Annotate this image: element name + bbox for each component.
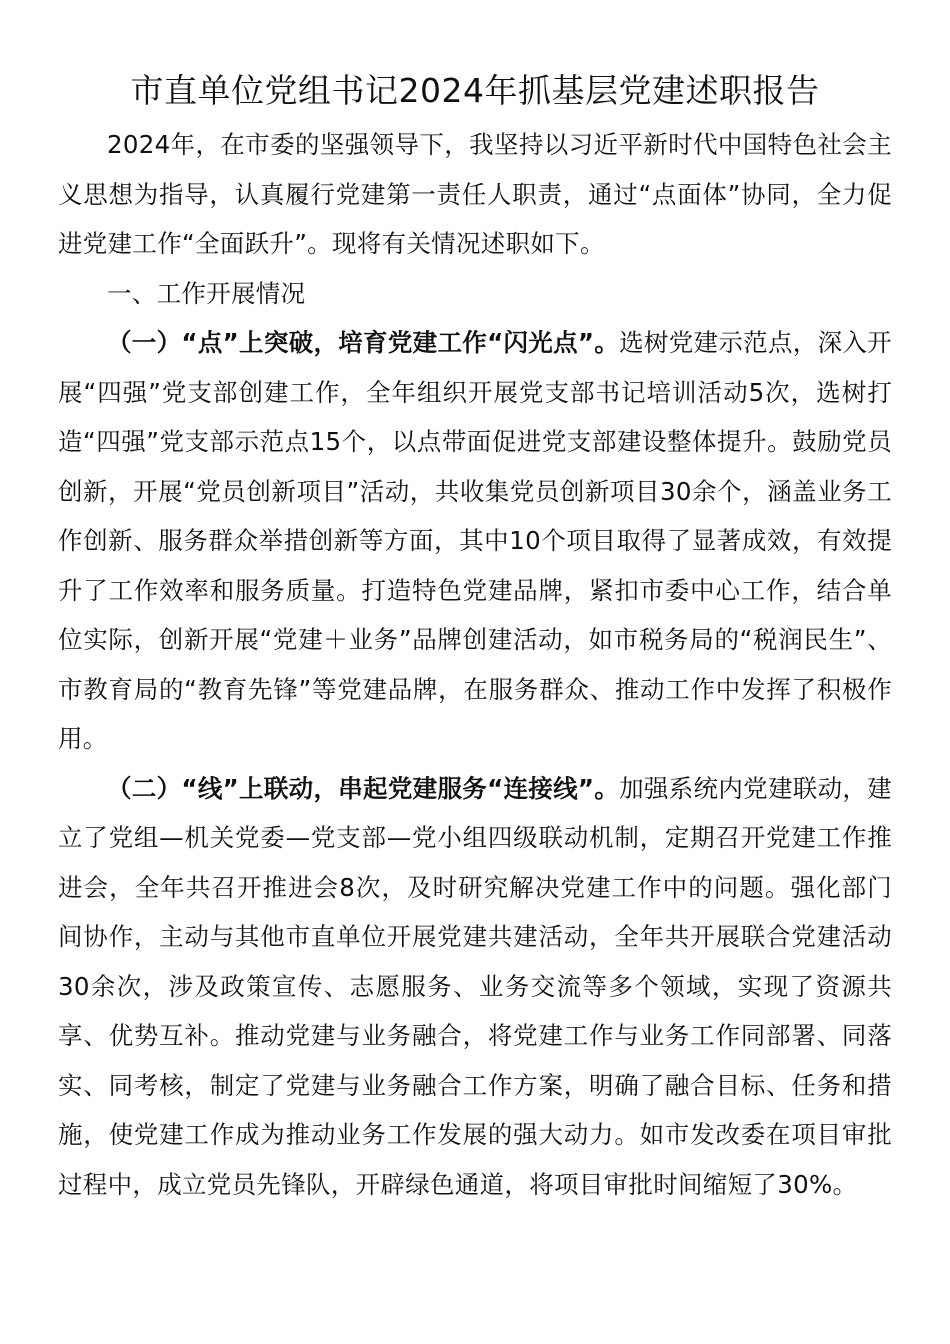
subsection-1-heading: （一）“点”上突破，培育党建工作“闪光点”。 <box>107 328 620 357</box>
section-heading-work-status: 一、工作开展情况 <box>107 278 306 308</box>
subsection-1-paragraph <box>58 318 892 764</box>
document-page <box>58 62 892 1209</box>
intro-paragraph: 2024年，在市委的坚强领导下，我坚持以习近平新时代中国特色社会主义思想为指导，认真履行党建第一责任人职责，通过“点面体”协同，全力促进党建工作“全面跃升”。现将有关情况述职如下。 <box>58 130 892 258</box>
document-title: 市直单位党组书记2024年抓基层党建述职报告 <box>130 71 820 110</box>
subsection-1-body: 选树党建示范点，深入开展“四强”党支部创建工作，全年组织开展党支部书记培训活动5次，选树打造“四强”党支部示范点15个，以点带面促进党支部建设整体提升。鼓励党员创新，开展“党员创新项目”活动，共收集党员创新项目30余个，涵盖业务工作创新、服务群众举措创新等方面，其中10个项目取得了显著成效，有效提升了工作效率和服务质量。打造特色党建品牌，紧扣市委中心工作，结合单位实际，创新开展“党建＋业务”品牌创建活动，如市税务局的“税润民生”、市教育局的“教育先锋”等党建品牌，在服务群众、推动工作中发挥了积极作用。 <box>58 328 892 753</box>
subsection-2-body: 加强系统内党建联动，建立了党组—机关党委—党支部—党小组四级联动机制，定期召开党建工作推进会，全年共召开推进会8次，及时研究解决党建工作中的问题。强化部门间协作，主动与其他市直单位开展党建共建活动，全年共开展联合党建活动30余次，涉及政策宣传、志愿服务、业务交流等多个领域，实现了资源共享、优势互补。推动党建与业务融合，将党建工作与业务工作同部署、同落实、同考核，制定了党建与业务融合工作方案，明确了融合目标、任务和措施，使党建工作成为推动业务工作发展的强大动力。如市发改委在项目审批过程中，成立党员先锋队，开辟绿色通道，将项目审批时间缩短了30%。 <box>58 773 892 1199</box>
subsection-2-heading: （二）“线”上联动，串起党建服务“连接线”。 <box>107 773 620 803</box>
subsection-2-paragraph <box>58 764 892 1210</box>
